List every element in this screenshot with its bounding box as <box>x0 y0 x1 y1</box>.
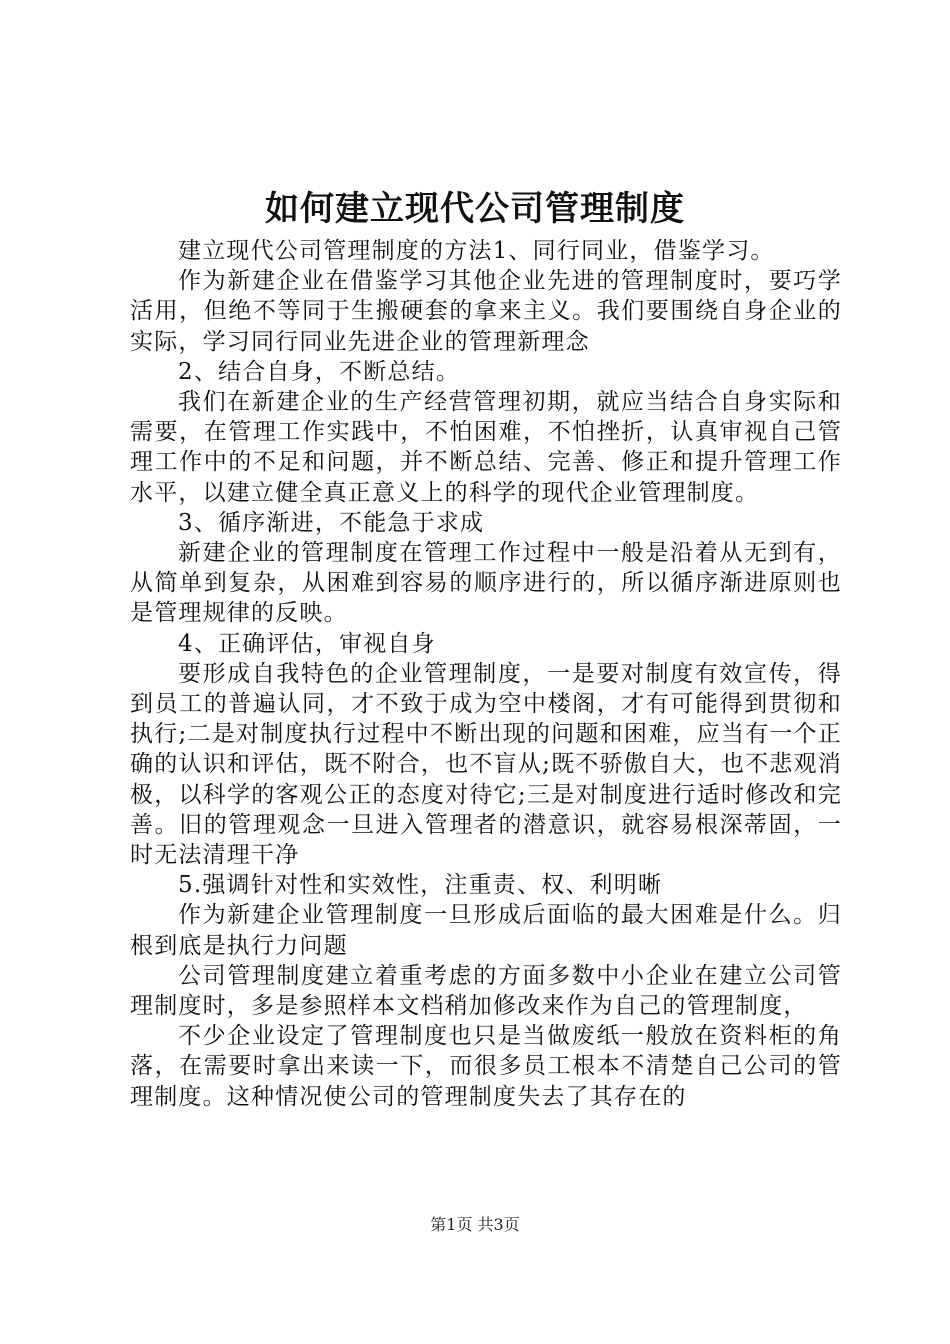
heading-combine-self: 2、结合自身，不断总结。 <box>178 358 461 385</box>
paragraph-method-intro: 建立现代公司管理制度的方法1、同行同业，借鉴学习。 <box>178 238 775 264</box>
paragraph-execution: 作为新建企业管理制度一旦形成后面临的最大困难是什么。归根到底是执行力问题 <box>130 902 842 959</box>
paragraph-combine-self: 我们在新建企业的生产经营管理初期，就应当结合自身实际和需要，在管理工作实践中，不怕困难，不怕挫折，认真审视自己管理工作中的不足和问题，并不断总结、完善、修正和提升管理工作水平，以建立健全真正意义上的科学的现代企业管理制度。 <box>130 389 842 506</box>
paragraph-considerations: 公司管理制度建立着重考虑的方面多数中小企业在建立公司管理制度时，多是参照样本文档稍加修改来作为自己的管理制度， <box>130 962 842 1020</box>
heading-step-by-step: 3、循序渐进，不能急于求成 <box>178 509 485 536</box>
heading-correct-evaluation: 4、正确评估，审视自身 <box>178 630 436 657</box>
document-title: 如何建立现代公司管理制度 <box>265 189 685 229</box>
paragraph-learn-from-peers: 作为新建企业在借鉴学习其他企业先进的管理制度时，要巧学活用，但绝不等同于生搬硬套的拿来主义。我们要围绕自身企业的实际，学习同行同业先进企业的管理新理念 <box>130 268 842 355</box>
paragraph-waste-paper: 不少企业设定了管理制度也只是当做废纸一般放在资料柜的角落，在需要时拿出来读一下，而很多员工根本不清楚自己公司的管理制度。这种情况使公司的管理制度失去了其存在的 <box>130 1023 842 1110</box>
paragraph-correct-evaluation: 要形成自我特色的企业管理制度，一是要对制度有效宣传，得到员工的普遍认同，才不致于成为空中楼阁，才有可能得到贯彻和执行;二是对制度执行过程中不断出现的问题和困难，应当有一个正确的认识和评估，既不附合，也不盲从;既不骄傲自大，也不悲观消极，以科学的客观公正的态度对待它;三是对制度进行适时修改和完善。旧的管理观念一旦进入管理者的潜意识，就容易根深蒂固，一时无法清理干净 <box>130 660 842 869</box>
page-footer: 第1页 共3页 <box>430 1215 520 1234</box>
heading-pertinence: 5.强调针对性和实效性，注重责、权、利明晰 <box>178 872 663 899</box>
document-body <box>130 236 842 1112</box>
paragraph-step-by-step: 新建企业的管理制度在管理工作过程中一般是沿着从无到有，从简单到复杂，从困难到容易的顺序进行的，所以循序渐进原则也是管理规律的反映。 <box>130 540 842 627</box>
